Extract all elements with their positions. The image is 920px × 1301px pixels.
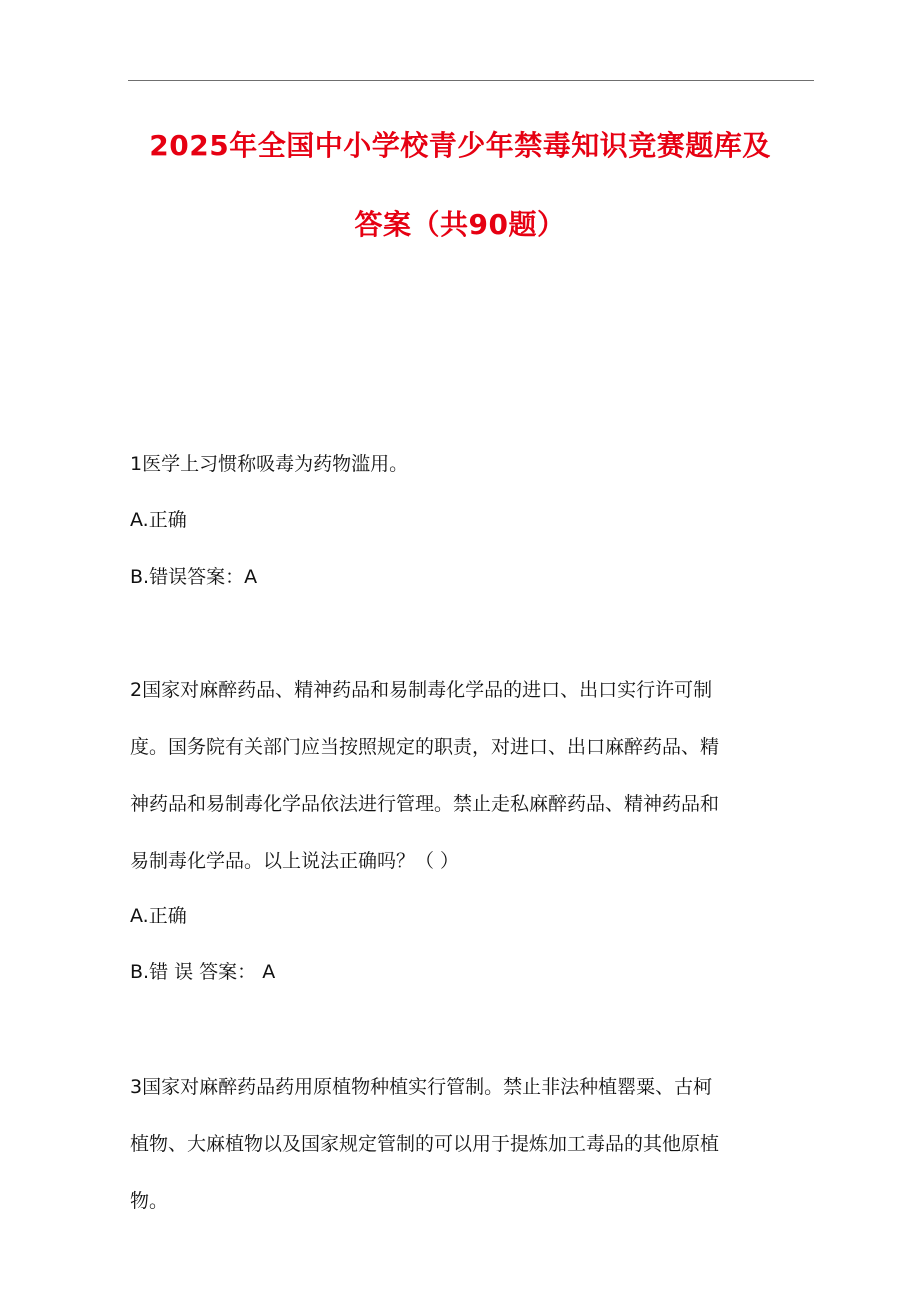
question-3 <box>130 1071 719 1217</box>
question-3-text-line-3: 物。 <box>130 1190 169 1212</box>
question-2-option-a: A.正确 <box>130 905 187 927</box>
question-2-text-line-4: 易制毒化学品。以上说法正确吗？（ ） <box>130 850 460 872</box>
question-1-option-a: A.正确 <box>130 509 187 531</box>
question-2-text-line-3: 神药品和易制毒化学品依法进行管理。禁止走私麻醉药品、精神药品和 <box>130 793 720 815</box>
document-title-line-2: 答案（共90题） <box>354 208 566 241</box>
document-title-line-1: 2025年全国中小学校青少年禁毒知识竞赛题库及 <box>149 129 771 162</box>
question-2-text-line-2: 度。国务院有关部门应当按照规定的职责，对进口、出口麻醉药品、精 <box>130 736 720 758</box>
question-1-option-b: B.错误答案：A <box>130 566 258 588</box>
question-3-text-line-2: 植物、大麻植物以及国家规定管制的可以用于提炼加工毒品的其他原植 <box>130 1133 720 1155</box>
question-2-text-line-1: 2国家对麻醉药品、精神药品和易制毒化学品的进口、出口实行许可制 <box>130 679 713 701</box>
question-1-text: 1医学上习惯称吸毒为药物滥用。 <box>130 453 409 475</box>
question-3-text-line-1: 3国家对麻醉药品药用原植物种植实行管制。禁止非法种植罂粟、古柯 <box>130 1076 713 1098</box>
header-rule <box>128 80 814 81</box>
question-2 <box>130 674 719 988</box>
question-1 <box>130 448 408 593</box>
question-2-option-b: B.错 误 答案： A <box>130 961 276 983</box>
